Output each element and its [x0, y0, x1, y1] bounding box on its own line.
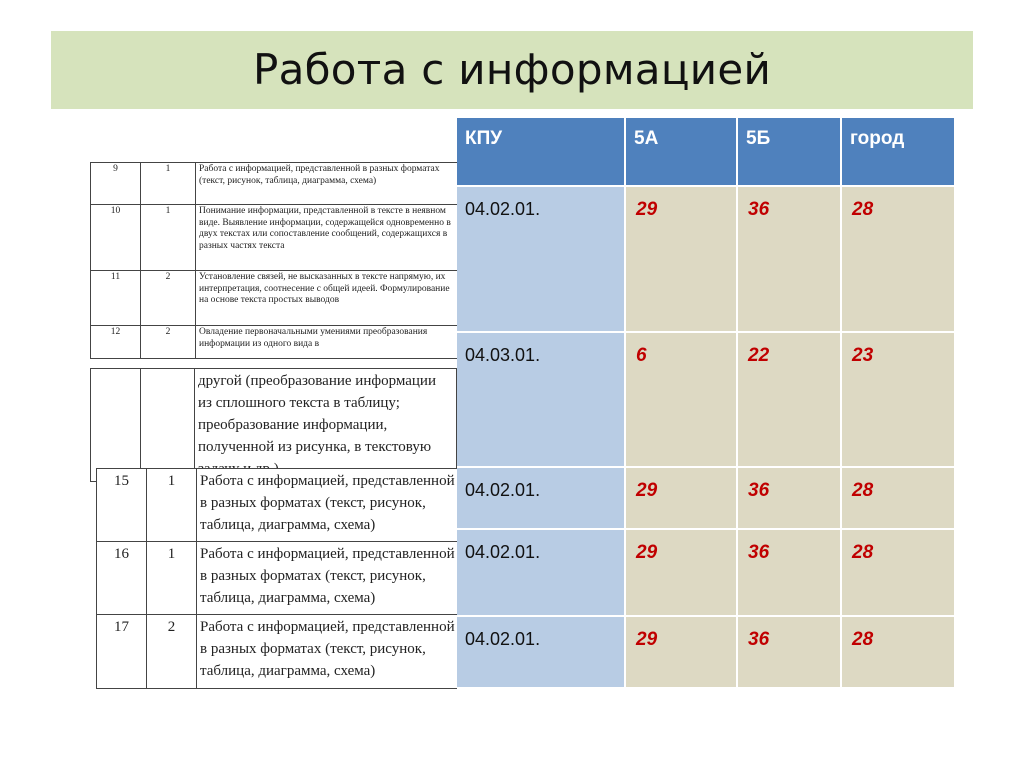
table-row — [457, 186, 955, 332]
column-header-kpu: КПУ — [457, 118, 625, 186]
table-row — [457, 332, 955, 467]
table-header-row — [457, 118, 955, 186]
scan-row-hours: 1 — [141, 163, 196, 205]
scan-row — [91, 271, 463, 326]
scan-row-text: Овладение первоначальными умениями преобразования информации из одного вида в — [196, 326, 463, 359]
scan-row-hours: 2 — [141, 271, 196, 326]
cell-5b: 22 — [737, 332, 841, 467]
cell-kpu: 04.03.01. — [457, 332, 625, 467]
cell-5b: 36 — [737, 529, 841, 616]
scan-row-number: 9 — [91, 163, 141, 205]
scan-row — [91, 205, 463, 271]
cell-city: 28 — [841, 467, 955, 529]
cell-city: 28 — [841, 529, 955, 616]
results-table — [457, 118, 956, 689]
column-header-5a: 5А — [625, 118, 737, 186]
scan-row — [91, 369, 457, 482]
table-row — [457, 529, 955, 616]
scan-fragment-1 — [90, 162, 462, 358]
cell-5b: 36 — [737, 186, 841, 332]
table-row — [457, 467, 955, 529]
cell-5b: 36 — [737, 616, 841, 688]
cell-kpu: 04.02.01. — [457, 467, 625, 529]
slide-title: Работа с информацией — [252, 45, 772, 94]
scan-row-text: Работа с информацией, представленной в разных форматах (текст, рисунок, таблица, диаграмма, схема) — [197, 469, 461, 542]
scan-row — [97, 615, 461, 689]
cell-city: 28 — [841, 616, 955, 688]
scan-row — [91, 163, 463, 205]
scan-row — [91, 326, 463, 359]
cell-city: 28 — [841, 186, 955, 332]
scan-row-text: Работа с информацией, представленной в разных форматах (текст, рисунок, таблица, диаграмма, схема) — [197, 615, 461, 689]
scan-row-text: Работа с информацией, представленной в разных форматах (текст, рисунок, таблица, диаграмма, схема) — [196, 163, 463, 205]
cell-kpu: 04.02.01. — [457, 186, 625, 332]
column-header-5b: 5Б — [737, 118, 841, 186]
title-bar — [51, 31, 973, 109]
scan-row-text: Работа с информацией, представленной в разных форматах (текст, рисунок, таблица, диаграмма, схема) — [197, 542, 461, 615]
column-header-city: город — [841, 118, 955, 186]
cell-kpu: 04.02.01. — [457, 529, 625, 616]
table-row — [457, 616, 955, 688]
cell-5a: 29 — [625, 616, 737, 688]
cell-5a: 6 — [625, 332, 737, 467]
cell-5a: 29 — [625, 186, 737, 332]
scan-row-number: 16 — [97, 542, 147, 615]
scan-row-hours: 1 — [147, 542, 197, 615]
scan-row-number: 10 — [91, 205, 141, 271]
cell-kpu: 04.02.01. — [457, 616, 625, 688]
scan-row-number: 11 — [91, 271, 141, 326]
scan-row — [97, 469, 461, 542]
scan-row-hours: 2 — [147, 615, 197, 689]
scan-row-number: 15 — [97, 469, 147, 542]
cell-5b: 36 — [737, 467, 841, 529]
cell-5a: 29 — [625, 467, 737, 529]
cell-city: 23 — [841, 332, 955, 467]
scan-row-number: 12 — [91, 326, 141, 359]
cell-5a: 29 — [625, 529, 737, 616]
scan-row-hours: 2 — [141, 326, 196, 359]
scan-row-hours: 1 — [141, 205, 196, 271]
scan-fragment-3 — [96, 468, 460, 688]
scan-row-number: 17 — [97, 615, 147, 689]
scan-row-text: Установление связей, не высказанных в тексте напрямую, их интерпретация, соотнесение с общей идеей. Формулирование на основе текста простых выводов — [196, 271, 463, 326]
scan-row-text: другой (преобразование информации из сплошного текста в таблицу; преобразование информации, полученной из рисунка, в текстовую — [195, 369, 457, 482]
scan-row-hours: 1 — [147, 469, 197, 542]
scan-fragment-2 — [90, 368, 456, 464]
scan-row — [97, 542, 461, 615]
scan-row-text: Понимание информации, представленной в тексте в неявном виде. Выявление информации, содержащейся одновременно в двух текстах или сопоставление сообщений, содержащихся в разных частях текста — [196, 205, 463, 271]
